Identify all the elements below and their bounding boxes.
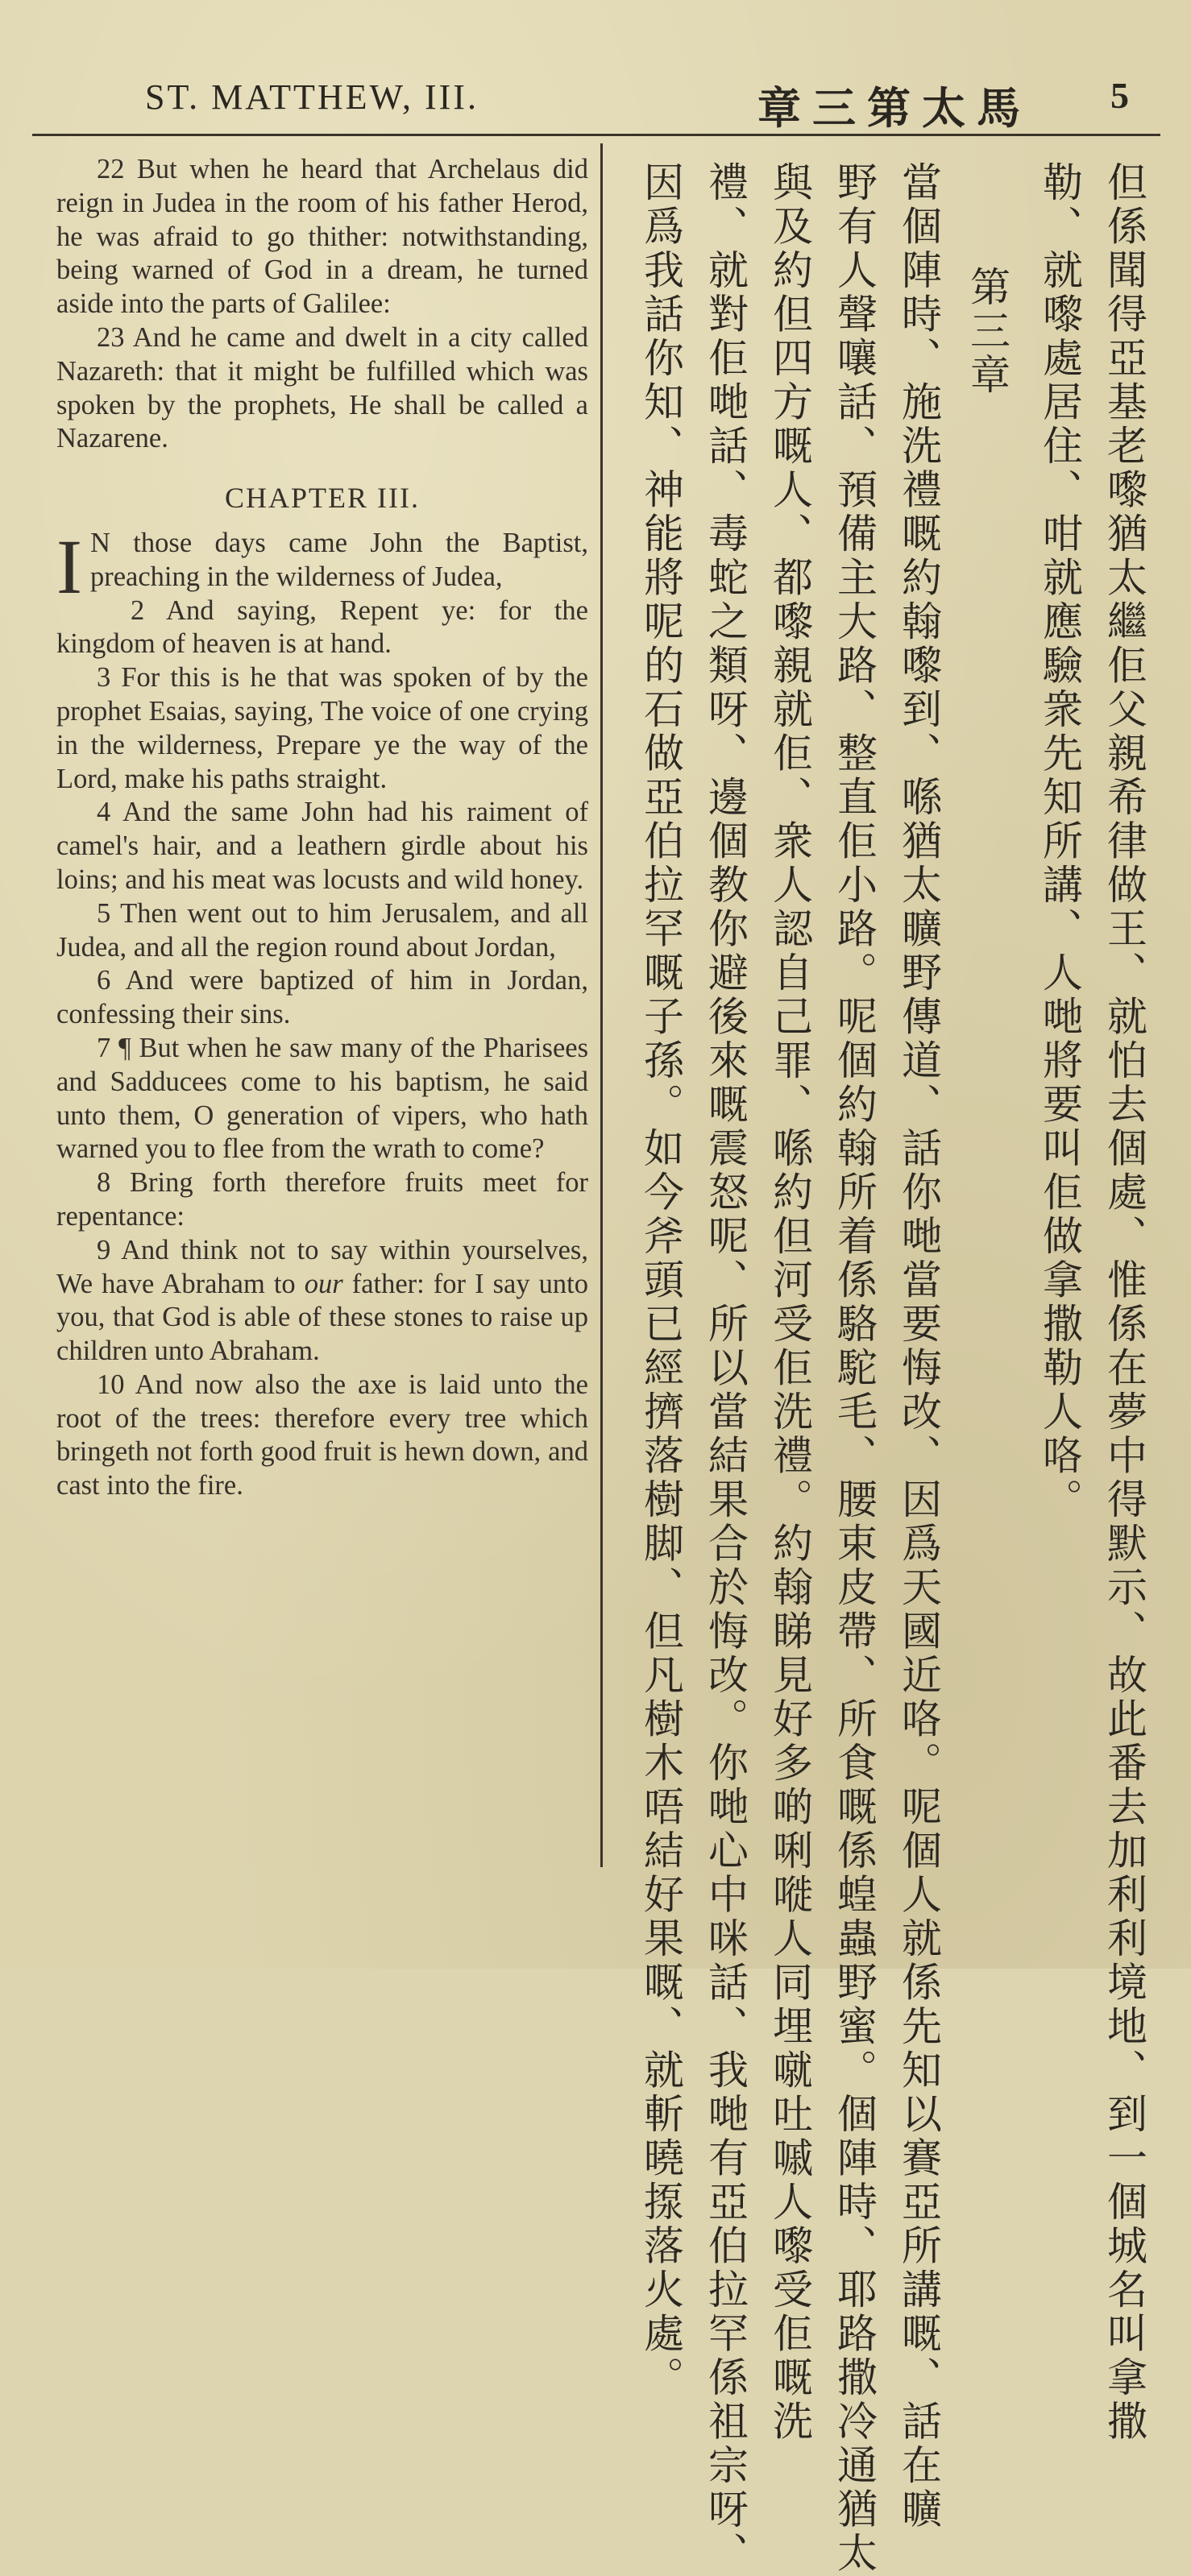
verse-3-3: 3 For this is he that was spoken of by the prophet Esaias, saying, The voice of one crying in the wilderness, Prepare ye the way of the Lord, make his paths straight.: [56, 662, 588, 794]
verse-2-23: 23 And he came and dwelt in a city called Nazareth: that it might be fulfilled which was spoken by the prophets, He shall be called a Nazarene.: [56, 321, 588, 454]
chinese-line-1: 但係聞得亞基老嚟猶太繼佢父親希律做王、就怕去個處、惟係在夢中得默示、故此番去加利利境地、到一個城名叫拿撒: [1101, 161, 1147, 2444]
verse-3-8: 8 Bring forth therefore fruits meet for repentance:: [56, 1167, 588, 1232]
verse-3-10: 10 And now also the axe is laid unto the root of the trees: therefore every tree which bringeth not forth good fruit is hewn down, and cast into the fire.: [56, 1369, 588, 1501]
drop-cap: I: [56, 523, 82, 610]
english-column: [56, 153, 588, 1503]
chinese-line-6: 與及約但四方嘅人、都嚟親就佢、衆人認自己罪、喺約但河受佢洗禮。約翰睇見好多啲唎嘥人同埋噈吐嘁人嚟受佢嘅洗: [766, 161, 813, 2444]
verse-3-5: 5 Then went out to him Jerusalem, and all Judea, and all the region round about Jordan,: [56, 897, 588, 963]
verse-2-22: 22 But when he heard that Archelaus did reign in Judea in the room of his father Herod, he was afraid to go thither: notwithstanding, being warned of God in a dream, he turned aside into the parts of Galilee:: [56, 154, 588, 320]
verse-3-2: 2 And saying, Repent ye: for the kingdom of heaven is at hand.: [56, 594, 588, 660]
running-head-english: ST. MATTHEW, III.: [145, 77, 479, 117]
verse-3-9-part-b: father: for I say unto you, that God is able of these stones to raise up children unto Abraham.: [56, 1268, 588, 1367]
chinese-line-8: 因爲我話你知、神能將呢的石做亞伯拉罕嘅子孫。如今斧頭已經擠落樹脚、但凡樹木唔結好果嘅、就斬曉揼落火處。: [637, 161, 684, 2400]
column-divider: [600, 143, 603, 1867]
verse-3-6: 6 And were baptized of him in Jordan, confessing their sins.: [56, 965, 588, 1030]
header-rule: [32, 134, 1160, 136]
chinese-column: [620, 161, 1152, 2576]
running-head-chinese: 章三第太馬: [757, 83, 1031, 134]
verse-3-9: [56, 1234, 588, 1369]
verse-3-1: [56, 523, 588, 610]
chinese-line-2: 勒、就嚟處居住、咁就應驗衆先知所講、人哋將要叫佢做拿撒勒人咯。: [1036, 161, 1083, 1522]
page-number: 5: [1110, 75, 1129, 116]
chinese-line-5: 野有人聲嚷話、預備主大路、整直佢小路。呢個約翰所着係駱駝毛、腰束皮帶、所食嘅係蝗蟲野蜜。個陣時、耶路撒冷通猶太: [831, 161, 878, 2576]
chinese-chapter-heading: 第三章: [964, 266, 1010, 398]
chinese-line-7: 禮、就對佢哋話、毒蛇之類呀、邊個教你避後來嘅震怒呢、所以當結果合於悔改。你哋心中咪話、我哋有亞伯拉罕係祖宗呀、: [702, 161, 749, 2576]
verse-3-1-text: N those days came John the Baptist, preaching in the wilderness of Judea,: [89, 527, 588, 592]
verse-3-4: 4 And the same John had his raiment of camel's hair, and a leathern girdle about his loins; and his meat was locusts and wild honey.: [56, 797, 588, 895]
chinese-line-4: 當個陣時、施洗禮嘅約翰嚟到、喺猶太曠野傳道、話你哋當要悔改、因爲天國近咯。呢個人就係先知以賽亞所講嘅、話在曠: [895, 161, 942, 2532]
verse-3-9-italic: our: [304, 1268, 343, 1299]
verse-3-7: 7 ¶ But when he saw many of the Pharisees and Sadducees come to his baptism, he said unto them, O generation of vipers, who hath warned you to flee from the wrath to come?: [56, 1032, 588, 1165]
chapter-heading: CHAPTER III.: [225, 482, 420, 515]
verse-3-9-part-a: 9 And think not to say within yourselves, We have Abraham to: [56, 1234, 588, 1299]
